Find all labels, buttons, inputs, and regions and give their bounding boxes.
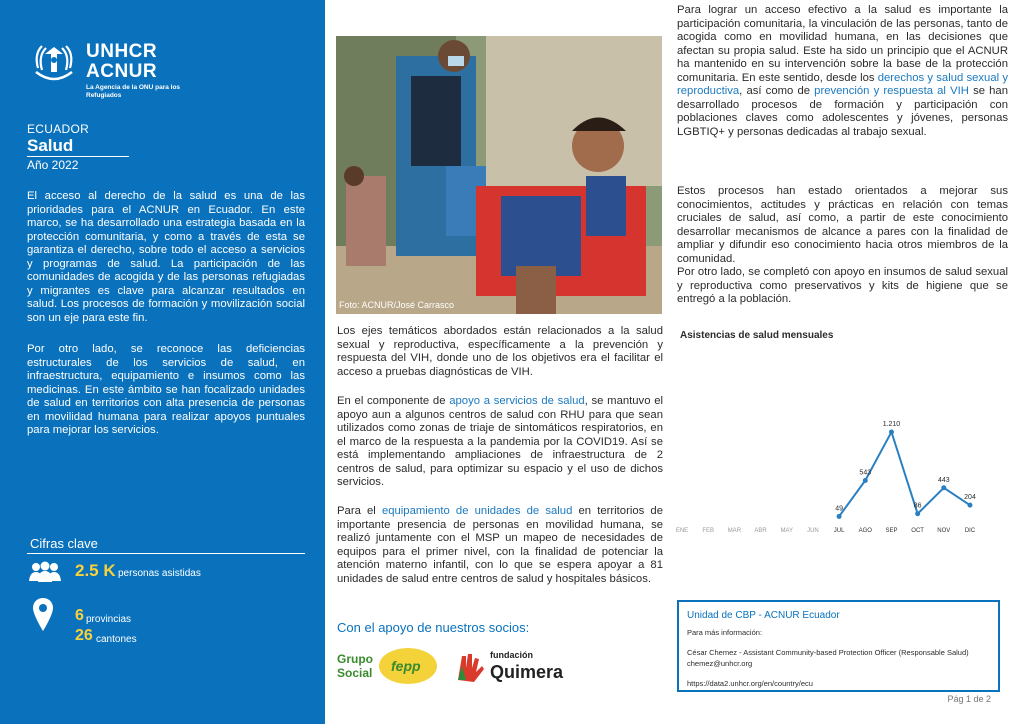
- x-tick-label: NOV: [937, 528, 951, 534]
- photo-credit: Foto: ACNUR/José Carrasco: [339, 300, 455, 310]
- key-figures-title: Cifras clave: [30, 536, 98, 551]
- middle-paragraph-2: [337, 395, 663, 490]
- org-line2: ACNUR: [86, 61, 158, 82]
- data-point: [941, 485, 946, 490]
- partner2-line2: Quimera: [490, 662, 564, 682]
- middle-p2-pre: En el componente de: [337, 395, 450, 407]
- partner1-short: fepp: [391, 658, 421, 674]
- partners-title: Con el apoyo de nuestros socios:: [337, 620, 530, 635]
- monthly-health-chart: [674, 410, 990, 540]
- data-point: [968, 503, 973, 508]
- support-services-link[interactable]: apoyo a servicios de salud: [449, 395, 585, 407]
- partner-logo-fepp: [337, 640, 447, 694]
- right-p1-b: , así como de: [739, 85, 815, 97]
- data-point: [837, 514, 842, 519]
- sidebar: [0, 0, 325, 724]
- org-line1: UNHCR: [86, 41, 158, 62]
- x-tick-label: ABR: [754, 528, 767, 534]
- data-point: [889, 430, 894, 435]
- title-divider: [27, 156, 129, 157]
- data-point: [863, 478, 868, 483]
- provinces-label: provincias: [86, 614, 132, 625]
- location-pin-icon: [33, 598, 53, 632]
- cantons-value: 26: [75, 627, 93, 644]
- middle-p3-post: en territorios de importante presencia de personas en movilidad humana, se realizó juntamente con el MSP un mapeo de necesidades de equipos para el primer nivel, con la finalidad de potenciar la atención materno infantil, con lo que se espera apoyar a 81 unidades de salud entre centros de salud y hospitales básicos.: [337, 505, 663, 585]
- partner2-line1: fundación: [490, 650, 533, 660]
- x-tick-label: FEB: [702, 528, 715, 534]
- country-label: ECUADOR: [27, 122, 90, 136]
- right-paragraph-2: Estos procesos han estado orientados a mejorar sus conocimientos, actitudes y prácticas en relación con temas cruciales de salud, así como, a partir de este conocimiento desarrollar mecanismos de alcance a pares con la finalidad de ampliar y difundir eso conocimiento hacia otros miembros de la comunidad.: [677, 185, 1008, 265]
- right-p1-c: se han desarrollado procesos de formación y participación con poblaciones claves como adolescentes y jóvenes, personas LGBTIQ+ y personas dedicadas al trabajo sexual.: [677, 85, 1008, 138]
- photo-illustration: [336, 36, 662, 314]
- contact-title: Unidad de CBP - ACNUR Ecuador: [687, 610, 840, 621]
- middle-p2-post: , se mantuvo el apoyo aun a algunos centros de salud con RHU para que sean utilizados como zonas de triaje de sintomáticos respiratorios, en el marco de la respuesta a la pandemia por la COVID19. Así se está implementando ampliaciones de infraestructura de 2 centros de salud, para optimizar su espacio y el uso de dichos servicios.: [337, 395, 663, 488]
- page-title: Salud: [27, 136, 74, 155]
- contact-person: César Chemez - Assistant Community-based Protection Officer (Responsable Salud): [687, 648, 969, 657]
- chart-title: Asistencias de salud mensuales: [680, 330, 834, 341]
- x-tick-label: AGO: [858, 528, 872, 534]
- right-paragraph-3: Por otro lado, se completó con apoyo en insumos de salud sexual y reproductiva como preservativos y kits de higiene que se entregó a la población.: [677, 266, 1008, 305]
- contact-info-label: Para más información:: [687, 628, 763, 637]
- x-tick-label: DIC: [964, 528, 976, 534]
- unhcr-logo: [28, 40, 188, 110]
- people-icon: [28, 561, 62, 583]
- cantons-label: cantones: [96, 634, 137, 645]
- middle-paragraph-3: [337, 505, 663, 586]
- data-label: 443: [937, 476, 950, 484]
- partner1-line1: Grupo: [337, 652, 373, 666]
- data-label: 86: [913, 502, 922, 510]
- x-tick-label: OCT: [911, 528, 924, 534]
- contact-url[interactable]: https://data2.unhcr.org/en/country/ecu: [687, 679, 813, 688]
- x-tick-label: MAY: [780, 528, 794, 534]
- data-point: [915, 511, 920, 516]
- data-label: 204: [964, 494, 976, 502]
- contact-box: [677, 600, 1000, 692]
- sexual-health-link[interactable]: derechos y salud sexual y reproductiva: [677, 71, 1008, 97]
- middle-paragraph-1: Los ejes temáticos abordados están relacionados a la salud sexual y reproductiva, específicamente a la prevención y respuesta del VIH, donde uno de los objetivos era el facilitar el acceso a pruebas diagnósticas de VIH.: [337, 325, 663, 378]
- health-photo: [336, 36, 662, 314]
- partner-logo-quimera: [454, 648, 594, 688]
- right-p1-a: Para lograr un acceso efectivo a la salud es importante la participación comunitaria, la vinculación de las personas, tanto de acogida como en movilidad humana, en las decisiones que afectan su propia salud. Este ha sido un principio que el ACNUR ha mantenido en su intervención sobre la base de la protección comunitaria. En este sentido, desde los: [677, 4, 1008, 84]
- data-label: 543: [859, 469, 872, 477]
- x-tick-label: MAR: [727, 528, 742, 534]
- intro-paragraph-1: El acceso al derecho de la salud es una de las prioridades para el ACNUR en Ecuador. En este marco, se ha desarrollado una estrategia basada en la protección comunitaria, y como a través de esta se garantiza el derecho, sobre todo el acceso a servicios y programas de salud. La participación de las comunidades de acogida y de las personas refugiadas y migrantes es clave para alcanzar resultados en salud. Los procesos de formación y movilización social son un eje para este fin.: [27, 190, 305, 324]
- contact-email[interactable]: chemez@unhcr.org: [687, 659, 753, 668]
- page-number: Pág 1 de 2: [947, 694, 991, 704]
- people-assisted-value: 2.5 K: [75, 561, 116, 580]
- right-paragraph-1: [677, 4, 1008, 139]
- quimera-hand-icon: [454, 650, 486, 684]
- data-label: 49: [835, 505, 843, 513]
- people-assisted-label: personas asistidas: [118, 568, 201, 579]
- x-tick-label: JUL: [833, 528, 845, 534]
- x-tick-label: SEP: [885, 528, 898, 534]
- unhcr-emblem-icon: [28, 40, 80, 88]
- equipment-link[interactable]: equipamiento de unidades de salud: [381, 505, 573, 517]
- partner1-line2: Social: [337, 666, 373, 680]
- hiv-link[interactable]: prevención y respuesta al VIH: [814, 85, 969, 97]
- data-label: 1.210: [882, 421, 901, 428]
- provinces-value: 6: [75, 607, 84, 624]
- org-tagline: La Agencia de la ONU para los Refugiados: [86, 84, 181, 99]
- middle-p3-pre: Para el: [337, 505, 382, 517]
- key-figures-divider: [27, 553, 305, 554]
- x-tick-label: JUN: [807, 528, 819, 534]
- x-tick-label: ENE: [675, 528, 689, 534]
- intro-paragraph-2: Por otro lado, se reconoce las deficiencias estructurales de los servicios de salud, en infraestructura, equipamiento e insumos como las medicinas. En este ámbito se han focalizado unidades de salud en territorios con alta presencia de personas en movilidad humana para realizar apoyos puntuales para mejorar los servicios.: [27, 343, 305, 436]
- year-label: Año 2022: [27, 158, 79, 172]
